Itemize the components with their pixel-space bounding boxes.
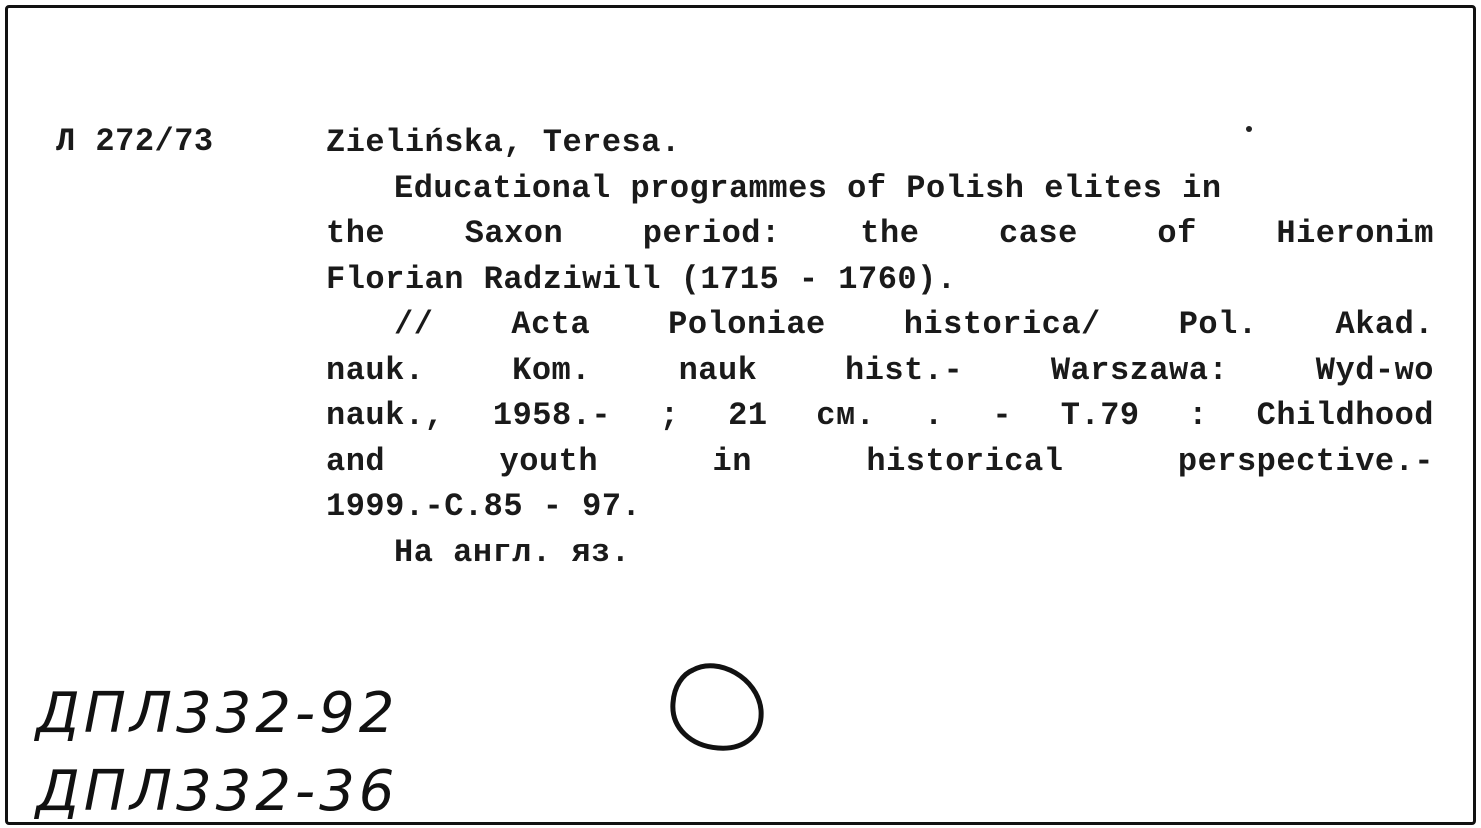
handwritten-call-number-1: ДПЛ332-92 [36,681,399,746]
ink-speck [1246,126,1252,132]
language-note: На англ. яз. [394,533,631,571]
source-line-3: nauk., 1958.- ; 21 см. . - Т.79 : Childhood [326,397,1434,434]
shelfmark: Л 272/73 [56,123,214,160]
bibliographic-entry [326,120,1434,575]
author: Zielińska, Teresa. [326,124,681,161]
source-line-2: nauk. Kom. nauk hist.- Warszawa: Wyd-wo [326,351,1434,389]
title-line-3: Florian Radziwill (1715 - 1760). [326,260,957,298]
title-line-2: the Saxon period: the case of Hieronim [326,215,1434,252]
handwritten-call-number-2: ДПЛ332-36 [36,759,399,824]
source-line-1: // Acta Poloniae historica/ Pol. Akad. [394,306,1434,343]
title-line-1: Educational programmes of Polish elites in [394,169,1222,207]
circle-stamp-mark [663,658,773,758]
catalog-card [5,5,1476,825]
source-line-5: 1999.-С.85 - 97. [326,488,642,525]
source-line-4: and youth in historical perspective.- [326,442,1434,480]
